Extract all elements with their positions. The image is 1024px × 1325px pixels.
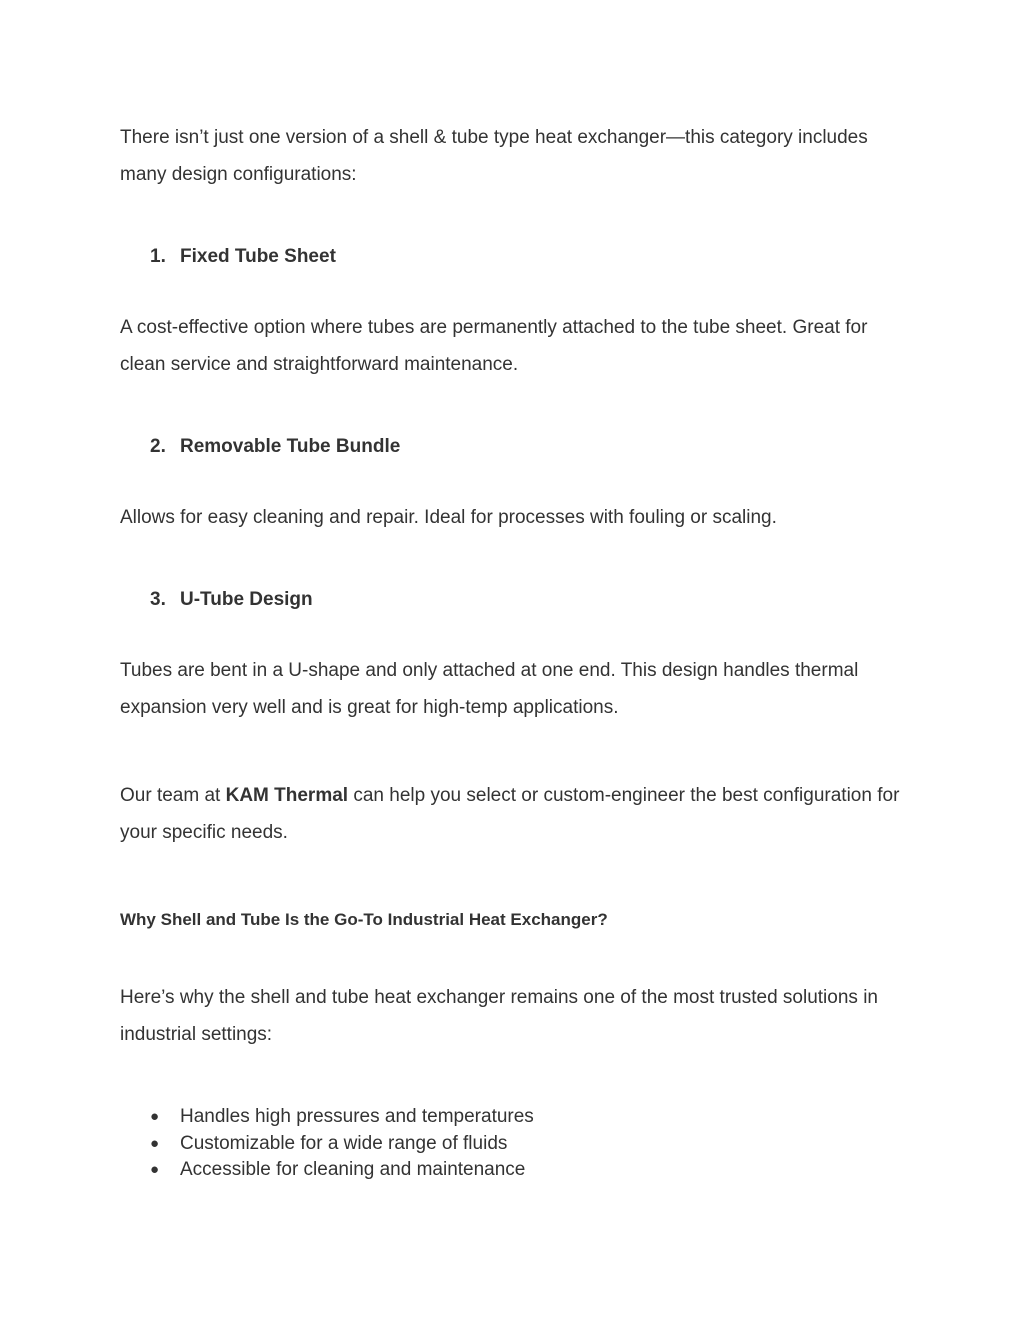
config-heading-removable-tube-bundle [150,435,400,459]
list-item [150,1104,534,1131]
config-description-u-tube-design: Tubes are bent in a U-shape and only attached at one end. This design handles thermal expansion very well and is great for high-temp applications. [120,660,859,718]
why-section-heading: Why Shell and Tube Is the Go-To Industrial Heat Exchanger? [120,910,608,929]
config-heading-fixed-tube-sheet [150,245,336,269]
config-title: U-Tube Design [180,589,313,610]
bullet-icon: ● [150,1134,160,1152]
bullet-icon: ● [150,1161,160,1178]
team-paragraph [120,777,900,851]
team-suffix: can help you select or custom-engineer the best configuration for your specific needs. [120,785,900,843]
list-number: 3. [150,589,166,610]
config-description-removable-tube-bundle: Allows for easy cleaning and repair. Ideal for processes with fouling or scaling. [120,507,777,528]
bullet-icon: ● [150,1108,160,1125]
bullet-text: Customizable for a wide range of fluids [180,1132,508,1154]
list-item [150,1157,534,1184]
company-name: KAM Thermal [225,785,349,806]
bullet-text: Accessible for cleaning and maintenance [180,1159,526,1180]
list-item [150,1131,534,1158]
config-description-fixed-tube-sheet: A cost-effective option where tubes are permanently attached to the tube sheet. Great for clean service and straightforward maintenance. [120,317,868,375]
benefits-list [150,1104,534,1184]
team-prefix: Our team at [120,785,226,806]
bullet-text: Handles high pressures and temperatures [180,1106,534,1127]
intro-paragraph: There isn’t just one version of a shell & tube type heat exchanger—this category includes many design configurations: [120,127,868,185]
config-title: Fixed Tube Sheet [180,246,336,267]
why-intro-paragraph: Here’s why the shell and tube heat exchanger remains one of the most trusted solutions in industrial settings: [120,987,878,1045]
list-number: 2. [150,436,166,457]
config-title: Removable Tube Bundle [180,436,401,457]
config-heading-u-tube-design [150,588,313,612]
list-number: 1. [150,246,166,267]
